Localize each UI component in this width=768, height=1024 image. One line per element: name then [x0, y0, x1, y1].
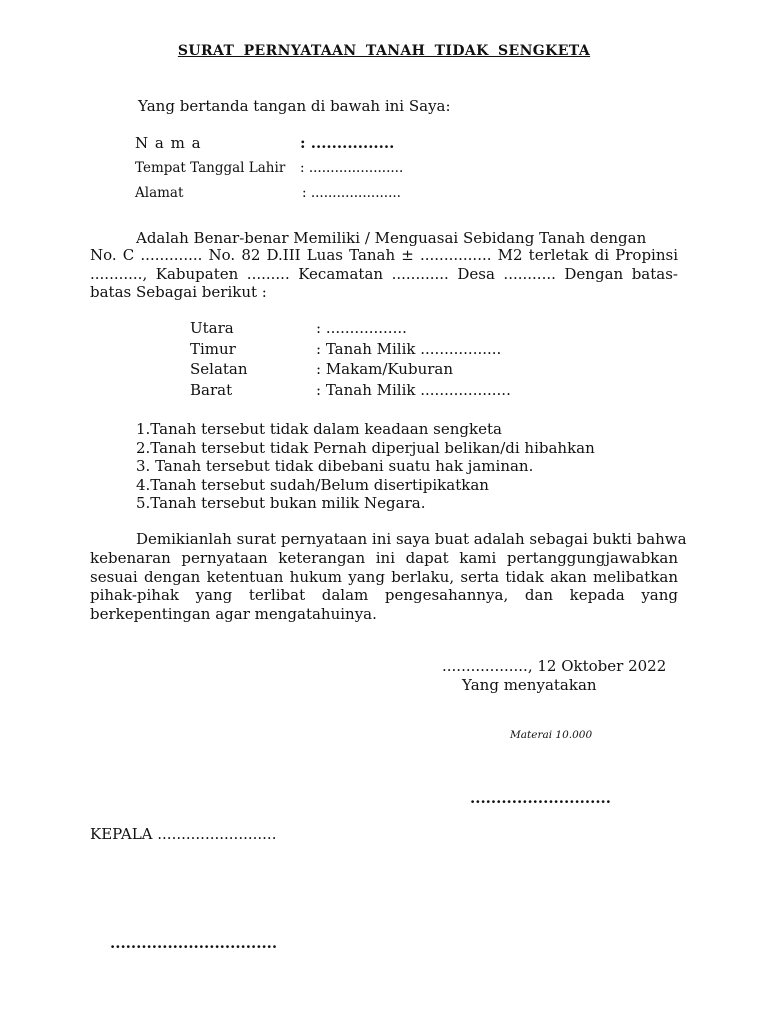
closing-first-line: Demikianlah surat pernyataan ini saya buat adalah sebagai bukti bahwa	[136, 530, 687, 548]
list-item: 2.Tanah tersebut tidak Pernah diperjual belikan/di hibahkan	[136, 439, 595, 457]
kepala-name-dots: ................................	[110, 934, 278, 952]
document-title: SURAT PERNYATAAN TANAH TIDAK SENGKETA	[177, 43, 591, 59]
list-item: 5.Tanah tersebut bukan milik Negara.	[136, 494, 426, 512]
intro-text: Yang bertanda tangan di bawah ini Saya:	[138, 97, 451, 115]
stamp-label: Materai 10.000	[510, 729, 593, 741]
paragraph1-body: No. C ............. No. 82 D.III Luas Tanah ± ............... M2 terletak di Propinsi ..........., Kabupaten ......... Kecamatan ............ Desa ........... Dengan batas-batas Sebagai berikut :	[90, 246, 678, 301]
list-item: 1.Tanah tersebut tidak dalam keadaan sengketa	[136, 420, 502, 438]
name-label: N a m a	[135, 134, 202, 152]
address-label: Alamat	[135, 185, 184, 201]
kepala-label: KEPALA .........................	[90, 825, 277, 843]
boundary-west-value: : Tanah Milik ...................	[316, 381, 511, 399]
boundary-south-label: Selatan	[190, 360, 248, 378]
list-item: 4.Tanah tersebut sudah/Belum disertipikatkan	[136, 476, 489, 494]
signature-date: .................., 12 Oktober 2022	[442, 657, 667, 675]
list-item: 3. Tanah tersebut tidak dibebani suatu hak jaminan.	[136, 457, 534, 475]
address-value: : .....................	[302, 185, 401, 201]
boundary-north-label: Utara	[190, 319, 234, 337]
boundary-south-value: : Makam/Kuburan	[316, 360, 454, 378]
signature-name-dots: ...........................	[470, 789, 611, 807]
name-value: : ................	[300, 134, 395, 152]
boundary-east-label: Timur	[190, 340, 236, 358]
signature-role: Yang menyatakan	[462, 676, 597, 694]
birth-label: Tempat Tanggal Lahir	[135, 160, 286, 176]
birth-value: : ......................	[300, 160, 404, 176]
closing-body: kebenaran pernyataan keterangan ini dapat kami pertanggungjawabkan sesuai dengan ketentuan hukum yang berlaku, serta tidak akan melibatkan pihak-pihak yang terlibat dalam pengesahannya, dan kepada yang berkepentingan agar mengatahuinya.	[90, 549, 678, 623]
boundary-east-value: : Tanah Milik .................	[316, 340, 502, 358]
paragraph1-first-line: Adalah Benar-benar Memiliki / Menguasai Sebidang Tanah dengan	[136, 229, 647, 247]
boundary-north-value: : .................	[316, 319, 407, 337]
boundary-west-label: Barat	[190, 381, 233, 399]
